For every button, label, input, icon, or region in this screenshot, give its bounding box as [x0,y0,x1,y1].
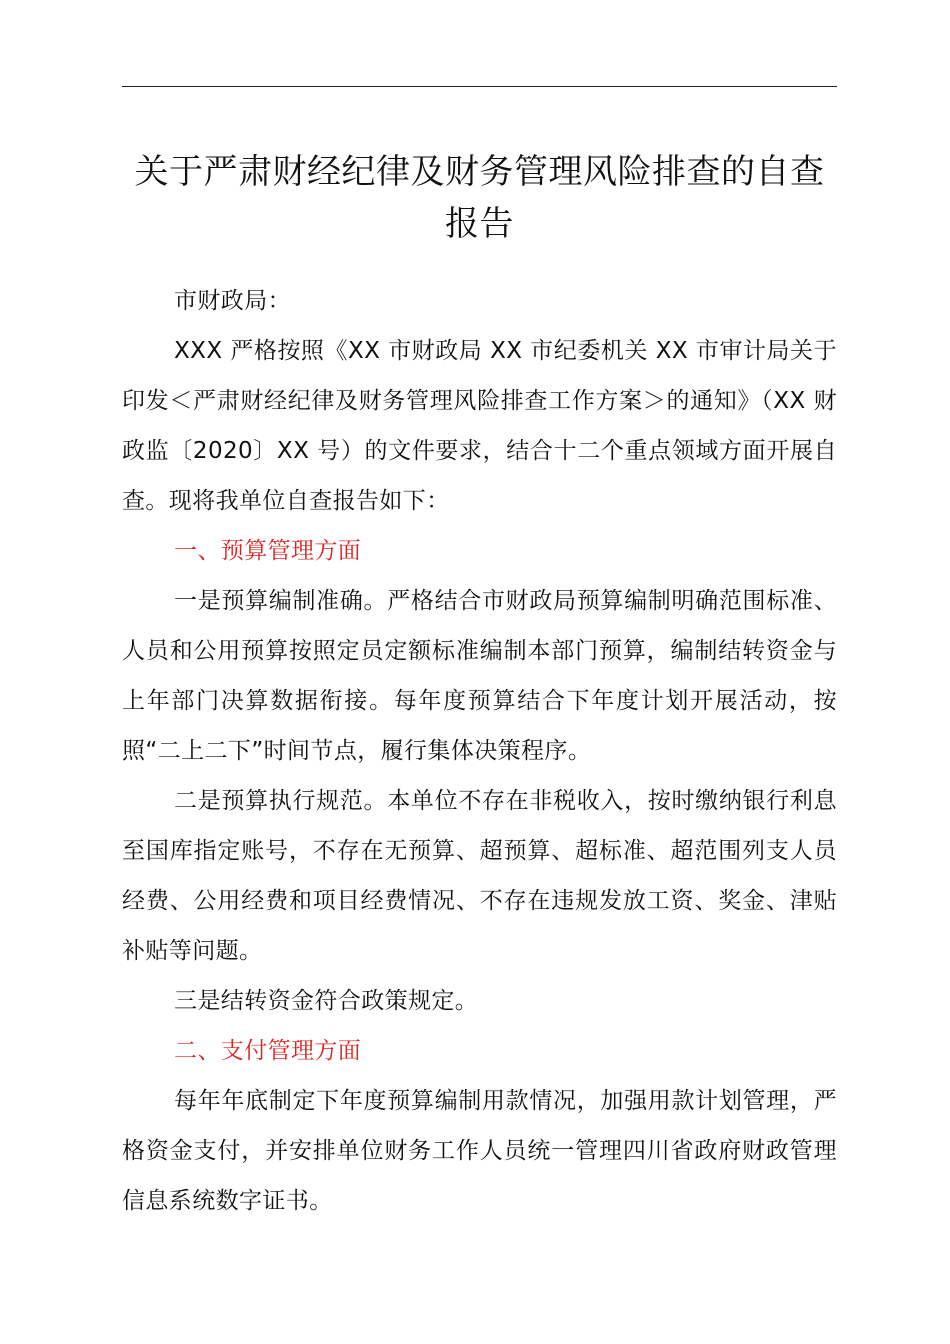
paragraph: 三是结转资金符合政策规定。 [174,988,479,1014]
salutation: 市财政局： [174,288,291,314]
section-heading-budget: 一、预算管理方面 [174,538,362,564]
paragraph: 一是预算编制准确。严格结合市财政局预算编制明确范围标准、人员和公用预算按照定员定额标准编制本部门预算，编制结转资金与上年部门决算数据衔接。每年度预算结合下年度计划开展活动，按照“二上二下”时间节点，履行集体决策程序。 [122,588,837,764]
intro-paragraph: XXX 严格按照《XX 市财政局 XX 市纪委机关 XX 市审计局关于印发＜严肃财经纪律及财务管理风险排查工作方案＞的通知》（XX 财政监〔2020〕XX 号）的文件要求，结合十二个重点领域方面开展自查。现将我单位自查报告如下： [122,338,837,514]
header-rule [122,86,837,87]
document-body [122,276,837,1226]
paragraph: 每年年底制定下年度预算编制用款情况，加强用款计划管理，严格资金支付，并安排单位财务工作人员统一管理四川省政府财政管理信息系统数字证书。 [122,1088,837,1214]
paragraph: 二是预算执行规范。本单位不存在非税收入，按时缴纳银行利息至国库指定账号，不存在无预算、超预算、超标准、超范围列支人员经费、公用经费和项目经费情况、不存在违规发放工资、奖金、津贴补贴等问题。 [122,788,837,964]
section-heading-payment: 二、支付管理方面 [174,1038,362,1064]
document-title: 关于严肃财经纪律及财务管理风险排查的自查报告 [134,152,825,244]
